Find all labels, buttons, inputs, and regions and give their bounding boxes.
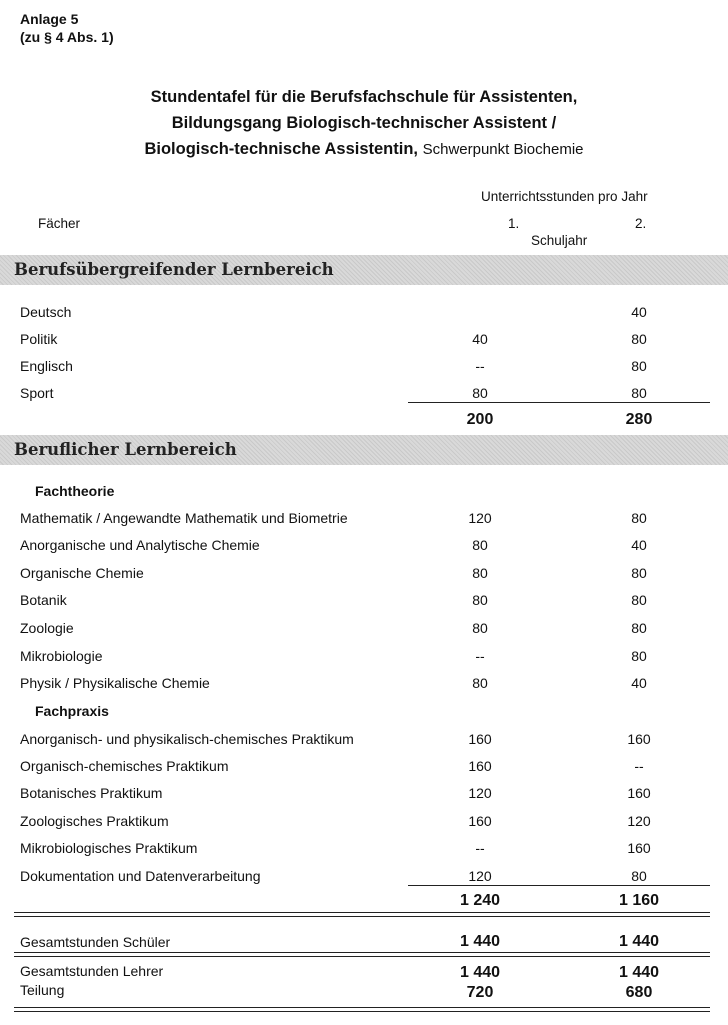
subject-label: Dokumentation und Datenverarbeitung <box>20 868 261 884</box>
sum-divider <box>408 885 710 886</box>
summary-row-students <box>0 931 728 953</box>
annex-number: Anlage 5 <box>20 11 79 27</box>
subject-label: Organische Chemie <box>20 565 144 581</box>
year1-value: -- <box>475 358 485 374</box>
year1-value: 160 <box>468 758 492 774</box>
subjects-header: Fächer <box>38 216 81 231</box>
year2-value: 80 <box>631 385 647 401</box>
subsection-title: Fachtheorie <box>35 483 115 499</box>
subject-label: Mikrobiologie <box>20 648 103 664</box>
title-line-3-main: Biologisch-technische Assistentin, <box>144 140 418 158</box>
year1-value: 80 <box>472 537 488 553</box>
subject-label: Sport <box>20 385 54 401</box>
subject-label: Englisch <box>20 358 73 374</box>
summary-row-teachers <box>0 962 728 984</box>
year2-value: 160 <box>627 731 651 747</box>
subject-label: Anorganische und Analytische Chemie <box>20 537 260 553</box>
summary-year2: 680 <box>625 984 653 1001</box>
year1-value: 80 <box>472 565 488 581</box>
subject-label: Botanik <box>20 592 67 608</box>
bottom-rule <box>14 1007 710 1008</box>
subject-label: Organisch-chemisches Praktikum <box>20 758 229 774</box>
year1-value: 120 <box>468 868 492 884</box>
year2-value: 80 <box>631 620 647 636</box>
summary-year2: 1 440 <box>618 964 660 981</box>
summary-label: Teilung <box>20 982 65 998</box>
year-1-header: 1. <box>508 216 520 231</box>
annex-label <box>20 10 114 46</box>
total-year1: 1 240 <box>459 892 501 909</box>
year1-value: 80 <box>472 385 488 401</box>
year2-value: 80 <box>631 565 647 581</box>
year1-value: 160 <box>468 731 492 747</box>
table-row <box>0 673 728 695</box>
summary-divider <box>14 952 710 953</box>
school-year-header: Schuljahr <box>531 233 588 248</box>
subject-label: Physik / Physikalische Chemie <box>20 675 210 691</box>
section-total-row <box>0 409 728 431</box>
subject-label: Deutsch <box>20 304 72 320</box>
subsection-practice <box>0 701 728 723</box>
table-row <box>0 646 728 668</box>
year1-value: 120 <box>468 785 492 801</box>
summary-label: Gesamtstunden Lehrer <box>20 963 164 979</box>
subject-label: Zoologisches Praktikum <box>20 813 169 829</box>
year1-value: 80 <box>472 620 488 636</box>
table-row <box>0 356 728 378</box>
summary-year1: 1 440 <box>459 933 501 950</box>
table-row <box>0 783 728 805</box>
table-row <box>0 535 728 557</box>
year1-value: -- <box>475 648 485 664</box>
summary-label: Gesamtstunden Schüler <box>20 934 171 950</box>
year2-value: 80 <box>631 358 647 374</box>
year2-value: 80 <box>631 592 647 608</box>
double-rule-bottom <box>14 916 710 917</box>
title-line-2: Bildungsgang Biologisch-technischer Assistent / <box>171 114 557 132</box>
subject-label: Anorganisch- und physikalisch-chemisches Praktikum <box>20 731 354 747</box>
year2-value: 80 <box>631 868 647 884</box>
table-row <box>0 302 728 324</box>
table-row <box>0 329 728 351</box>
section-header-professional <box>0 435 728 465</box>
year2-value: 40 <box>631 537 647 553</box>
year2-value: 80 <box>631 331 647 347</box>
subject-label: Botanisches Praktikum <box>20 785 163 801</box>
section-total-row <box>0 890 728 912</box>
title-line-3 <box>0 140 728 159</box>
summary-year2: 1 440 <box>618 933 660 950</box>
year2-value: 160 <box>627 840 651 856</box>
section-title-professional: Beruflicher Lernbereich <box>14 440 237 459</box>
title-suffix: Schwerpunkt Biochemie <box>422 141 584 158</box>
year2-value: 80 <box>631 648 647 664</box>
year2-value: 40 <box>631 304 647 320</box>
year2-value: 40 <box>631 675 647 691</box>
subject-label: Mathematik / Angewandte Mathematik und Biometrie <box>20 510 348 526</box>
summary-year1: 1 440 <box>459 964 501 981</box>
table-row <box>0 729 728 751</box>
summary-year1: 720 <box>466 984 494 1001</box>
subject-label: Politik <box>20 331 58 347</box>
year2-value: 160 <box>627 785 651 801</box>
subject-label: Zoologie <box>20 620 74 636</box>
year1-value: 120 <box>468 510 492 526</box>
table-row <box>0 756 728 778</box>
year1-value: -- <box>475 840 485 856</box>
table-row <box>0 838 728 860</box>
annex-reference: (zu § 4 Abs. 1) <box>20 29 114 45</box>
summary-row-division <box>0 982 728 1004</box>
double-rule-top <box>14 912 710 913</box>
subject-label: Mikrobiologisches Praktikum <box>20 840 198 856</box>
year1-value: 160 <box>468 813 492 829</box>
year-2-header: 2. <box>635 216 647 231</box>
year2-value: 120 <box>627 813 651 829</box>
table-row <box>0 618 728 640</box>
summary-divider <box>14 956 710 957</box>
sum-divider <box>408 402 710 403</box>
year1-value: 80 <box>472 675 488 691</box>
table-row <box>0 563 728 585</box>
bottom-rule <box>14 1011 710 1012</box>
year2-value: -- <box>634 758 644 774</box>
year1-value: 80 <box>472 592 488 608</box>
hours-per-year-header: Unterrichtsstunden pro Jahr <box>481 189 648 204</box>
year1-value: 40 <box>472 331 488 347</box>
title-line-1: Stundentafel für die Berufsfachschule für Assistenten, <box>150 88 578 106</box>
total-year1: 200 <box>466 411 494 428</box>
total-year2: 1 160 <box>618 892 660 909</box>
total-year2: 280 <box>625 411 653 428</box>
table-row <box>0 508 728 530</box>
table-row <box>0 811 728 833</box>
subsection-theory <box>0 481 728 503</box>
subsection-title: Fachpraxis <box>35 703 109 719</box>
table-row <box>0 590 728 612</box>
section-title-general: Berufsübergreifender Lernbereich <box>14 260 334 279</box>
section-header-general <box>0 255 728 285</box>
year2-value: 80 <box>631 510 647 526</box>
